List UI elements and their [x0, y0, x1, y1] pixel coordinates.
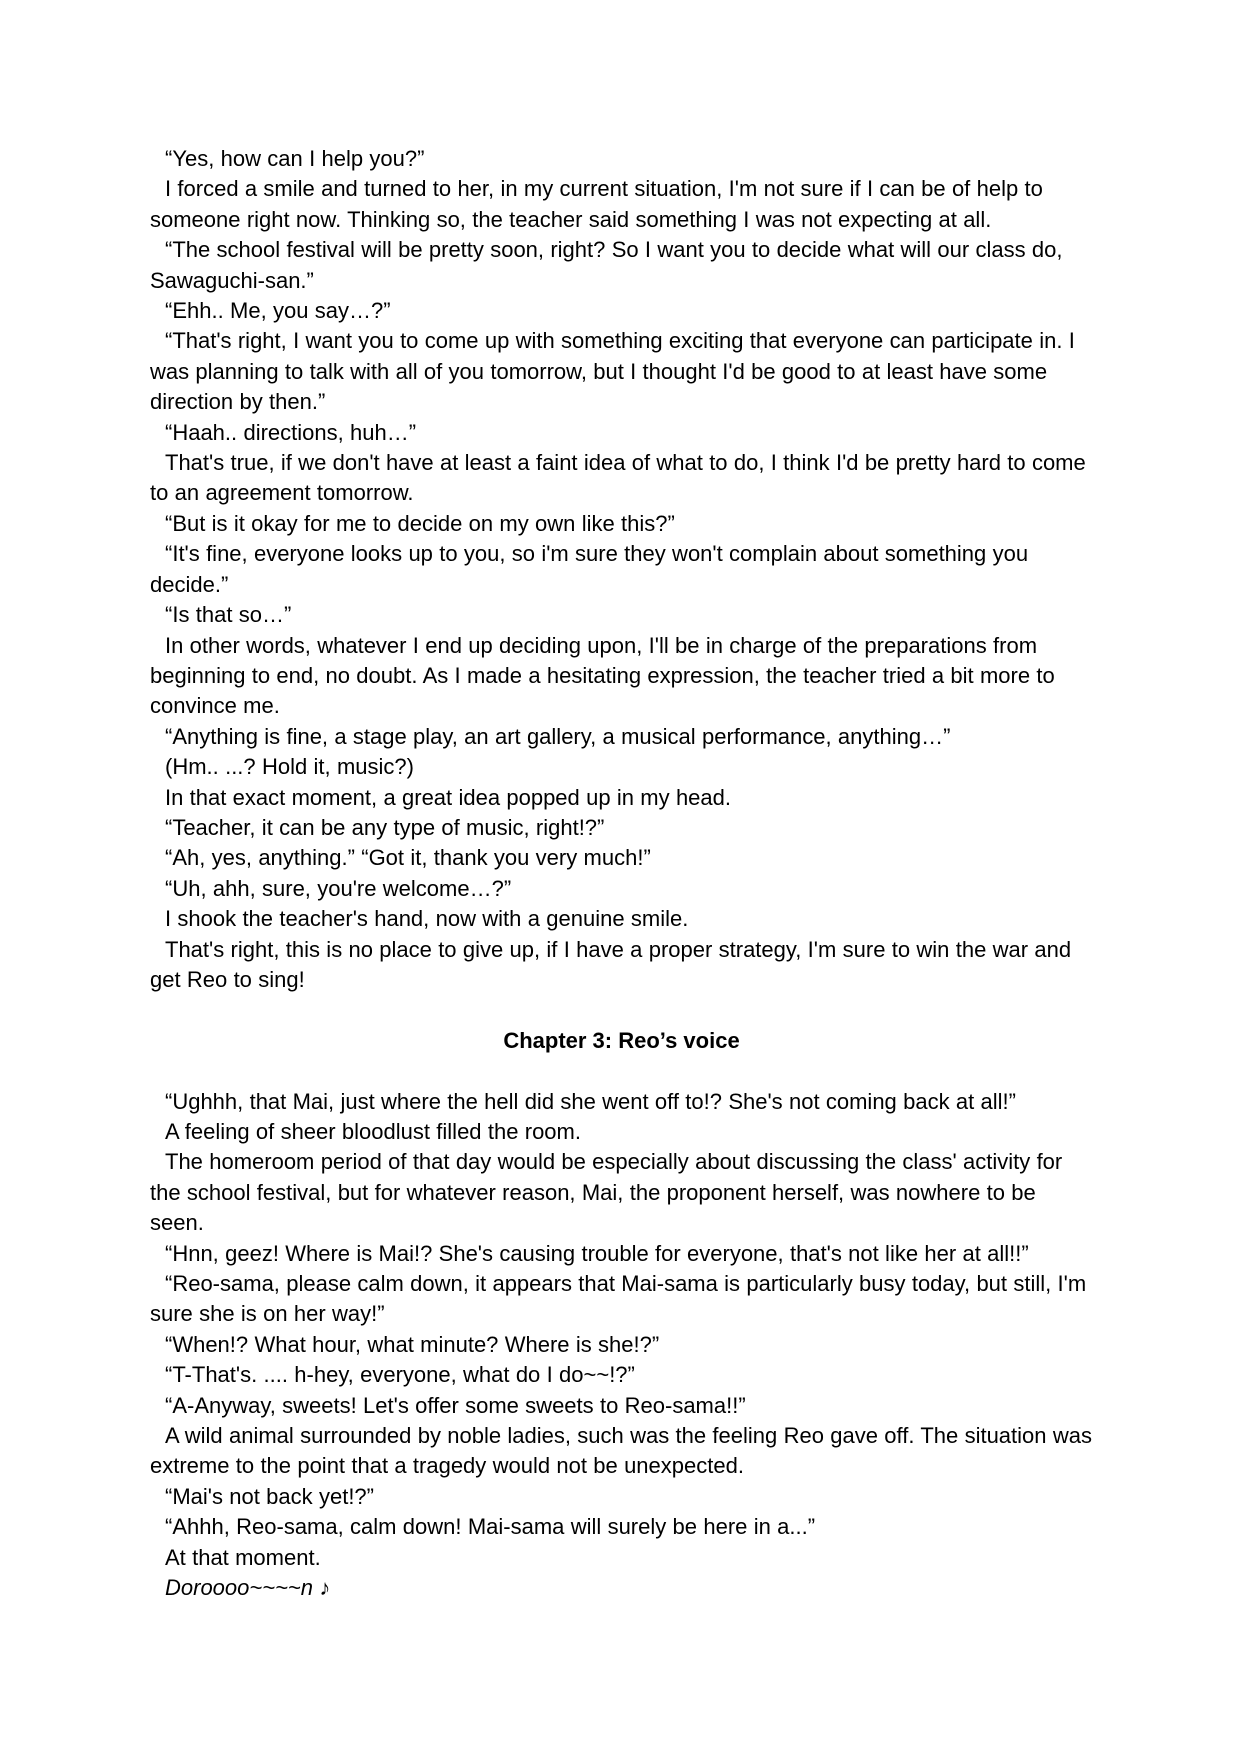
story-section-2 [150, 1087, 1093, 1574]
story-paragraph: In that exact moment, a great idea popped up in my head. [165, 784, 732, 810]
story-paragraph: “Is that so…” [165, 602, 292, 628]
story-paragraph: In other words, whatever I end up deciding upon, I'll be in charge of the preparations from beginning to end, no doubt. As I made a hesitating expression, the teacher tried a bit more to convince me. [150, 632, 1055, 719]
story-paragraph: “The school festival will be pretty soon, right? So I want you to decide what will our class do, Sawaguchi-san.” [150, 237, 1063, 293]
story-paragraph: “Ehh.. Me, you say…?” [165, 298, 391, 324]
story-paragraph: “But is it okay for me to decide on my own like this?” [165, 510, 675, 536]
story-paragraph: A feeling of sheer bloodlust filled the room. [165, 1118, 581, 1144]
story-paragraph: “Mai's not back yet!?” [165, 1483, 374, 1509]
story-paragraph: “Yes, how can I help you?” [165, 146, 425, 171]
story-paragraph: “Reo-sama, please calm down, it appears that Mai-sama is particularly busy today, but still, I'm sure she is on her way!” [150, 1271, 1087, 1327]
story-paragraph: “A-Anyway, sweets! Let's offer some sweets to Reo-sama!!” [165, 1392, 746, 1418]
story-paragraph: “That's right, I want you to come up with something exciting that everyone can participate in. I was planning to talk with all of you tomorrow, but I thought I'd be good to at least have some direction by then.” [150, 328, 1075, 415]
story-paragraph: I shook the teacher's hand, now with a genuine smile. [165, 906, 689, 932]
story-paragraph: “Ughhh, that Mai, just where the hell did she went off to!? She's not coming back at all!” [165, 1088, 1016, 1114]
story-paragraph: At that moment. [165, 1544, 321, 1570]
story-paragraph: “Hnn, geez! Where is Mai!? She's causing trouble for everyone, that's not like her at all!!” [165, 1240, 1029, 1266]
story-paragraph: “Uh, ahh, sure, you're welcome…?” [165, 875, 512, 901]
story-paragraph: I forced a smile and turned to her, in my current situation, I'm not sure if I can be of help to someone right now. Thinking so, the teacher said something I was not expecting at all. [150, 176, 1043, 232]
story-paragraph: “Ahhh, Reo-sama, calm down! Mai-sama will surely be here in a...” [165, 1514, 816, 1540]
sound-effect-line: Doroooo~~~~n ♪ [165, 1575, 331, 1601]
story-paragraph: “T-That's. .... h-hey, everyone, what do I do~~!?” [165, 1362, 635, 1388]
story-paragraph: That's true, if we don't have at least a faint idea of what to do, I think I'd be pretty hard to come to an agreement tomorrow. [150, 450, 1086, 506]
story-paragraph: (Hm.. ...? Hold it, music?) [165, 754, 414, 780]
story-paragraph: The homeroom period of that day would be especially about discussing the class' activity for the school festival, but for whatever reason, Mai, the proponent herself, was nowhere to be seen. [150, 1149, 1063, 1236]
story-paragraph: “Haah.. directions, huh…” [165, 419, 417, 445]
story-paragraph: That's right, this is no place to give up, if I have a proper strategy, I'm sure to win the war and get Reo to sing! [150, 936, 1072, 992]
story-paragraph: “Ah, yes, anything.” “Got it, thank you very much!” [165, 845, 651, 871]
story-paragraph: “It's fine, everyone looks up to you, so i'm sure they won't complain about something you decide.” [150, 541, 1029, 597]
story-paragraph: “Teacher, it can be any type of music, right!?” [165, 814, 605, 840]
chapter-heading: Chapter 3: Reo’s voice [503, 1027, 740, 1053]
story-paragraph: “When!? What hour, what minute? Where is she!?” [165, 1331, 660, 1357]
story-paragraph: A wild animal surrounded by noble ladies, such was the feeling Reo gave off. The situation was extreme to the point that a tragedy would not be unexpected. [150, 1423, 1092, 1479]
story-paragraph: “Anything is fine, a stage play, an art gallery, a musical performance, anything…” [165, 723, 951, 749]
story-section-1 [150, 144, 1093, 995]
